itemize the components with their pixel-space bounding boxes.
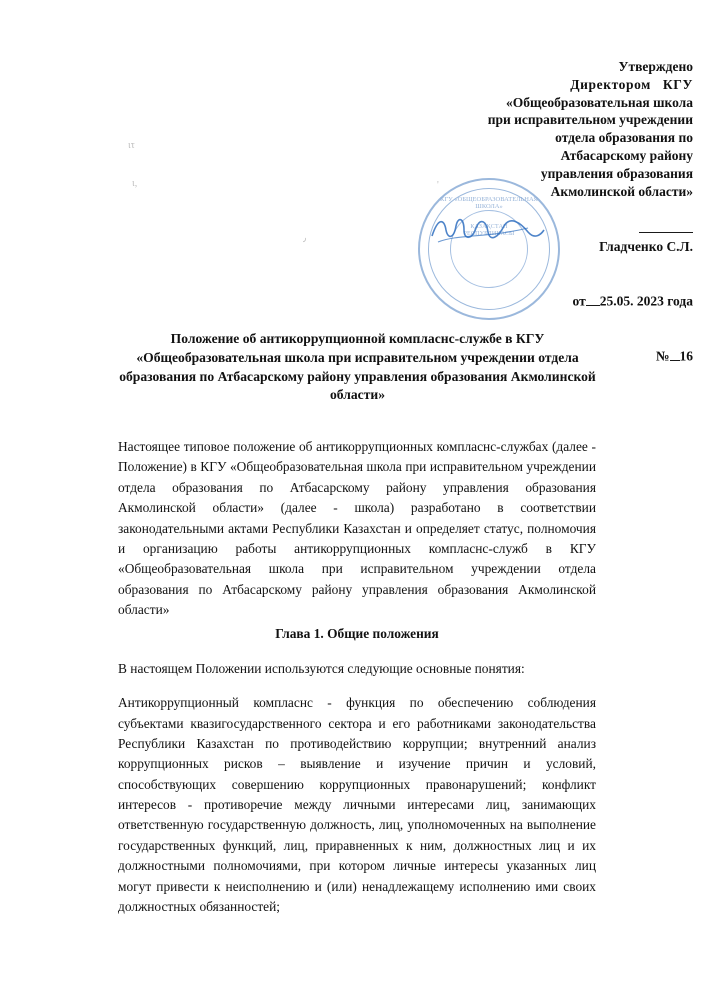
approval-date-label: от — [572, 293, 586, 309]
approval-date-row — [393, 273, 693, 328]
margin-mark: ιτ — [128, 140, 135, 151]
paragraph-definitions: Антикоррупционный компласнс - функция по обеспечению соблюдения субъектами квазигосударственного сектора и его работниками законодательства Республики Казахстан по противодействию коррупции; внутренний анализ коррупционных рисков – выявление и изучение причин и условий, способствующих совершению коррупционных правонарушений; конфликт интересов - противоречие между личными интересами лиц, занимающих ответственную государственную должность, лиц, уполномоченных на выполнение государственных функций, лиц, приравненных к ним, должностных лиц и их должностными полномочиями, при котором личные интересы указанных лиц могут привести к неисполнению и (или) ненадлежащему исполнению ими своих должностных обязанностей; — [118, 695, 596, 914]
approval-block — [393, 58, 693, 383]
margin-mark: ' — [437, 180, 439, 191]
signature-rule — [639, 218, 693, 233]
approval-signatory-row — [393, 201, 693, 274]
stamp-arc-text: КГУ «ОБЩЕОБРАЗОВАТЕЛЬНАЯ ШКОЛА» — [440, 196, 538, 210]
approval-line-3: при исправительном учреждении — [487, 112, 693, 128]
approval-number-value: 16 — [679, 348, 693, 364]
approval-line-7: Акмолинской области» — [550, 183, 693, 199]
approval-line-5: Атбасарскому району — [560, 148, 693, 164]
approval-line-2: «Общеобразовательная школа — [505, 94, 693, 110]
margin-mark: ι, — [132, 178, 138, 189]
document-title: Положение об антикоррупционной компласнс-службе в КГУ «Общеобразовательная школа при исправительном учреждении отдела образования по Атбасарскому району управления образования Акмолинской области» — [119, 331, 596, 403]
approval-number-label: № — [655, 348, 670, 364]
approval-signatory: Гладченко С.Л. — [599, 238, 693, 254]
number-rule — [670, 346, 680, 361]
approval-line-0: Утверждено — [618, 59, 693, 74]
approval-line-6: управления образования — [540, 165, 693, 181]
paragraph-terms-intro: В настоящем Положении используются следующие основные понятия: — [118, 660, 525, 676]
margin-mark: ٫ — [303, 233, 307, 244]
date-rule — [586, 291, 600, 306]
document-body — [118, 437, 596, 917]
approval-number-row — [393, 328, 693, 383]
approval-line-4: отдела образования по — [555, 130, 693, 146]
stamp-center-text: ҚАЗАҚСТАН РЕСПУБЛИКАСЫ — [463, 224, 515, 237]
chapter-heading: Глава 1. Общие положения — [275, 626, 439, 642]
paragraph-intro: Настоящее типовое положение об антикоррупционных компласнс-службах (далее - Положение) в КГУ «Общеобразовательная школа при исправительном учреждении отдела образования по Атбасарскому району управления образования Акмолинской области» (далее - школа) разработано в соответствии законодательными актами Республики Казахстан и определяет статус, полномочия и организацию работы антикоррупционных компласнс-служб в КГУ «Общеобразовательная школа при исправительном учреждении отдела образования по Атбасарскому району управления образования Акмолинской области» — [118, 439, 596, 617]
approval-date-value: 25.05. 2023 года — [599, 293, 693, 309]
approval-line-1: Директором КГУ — [570, 76, 693, 92]
